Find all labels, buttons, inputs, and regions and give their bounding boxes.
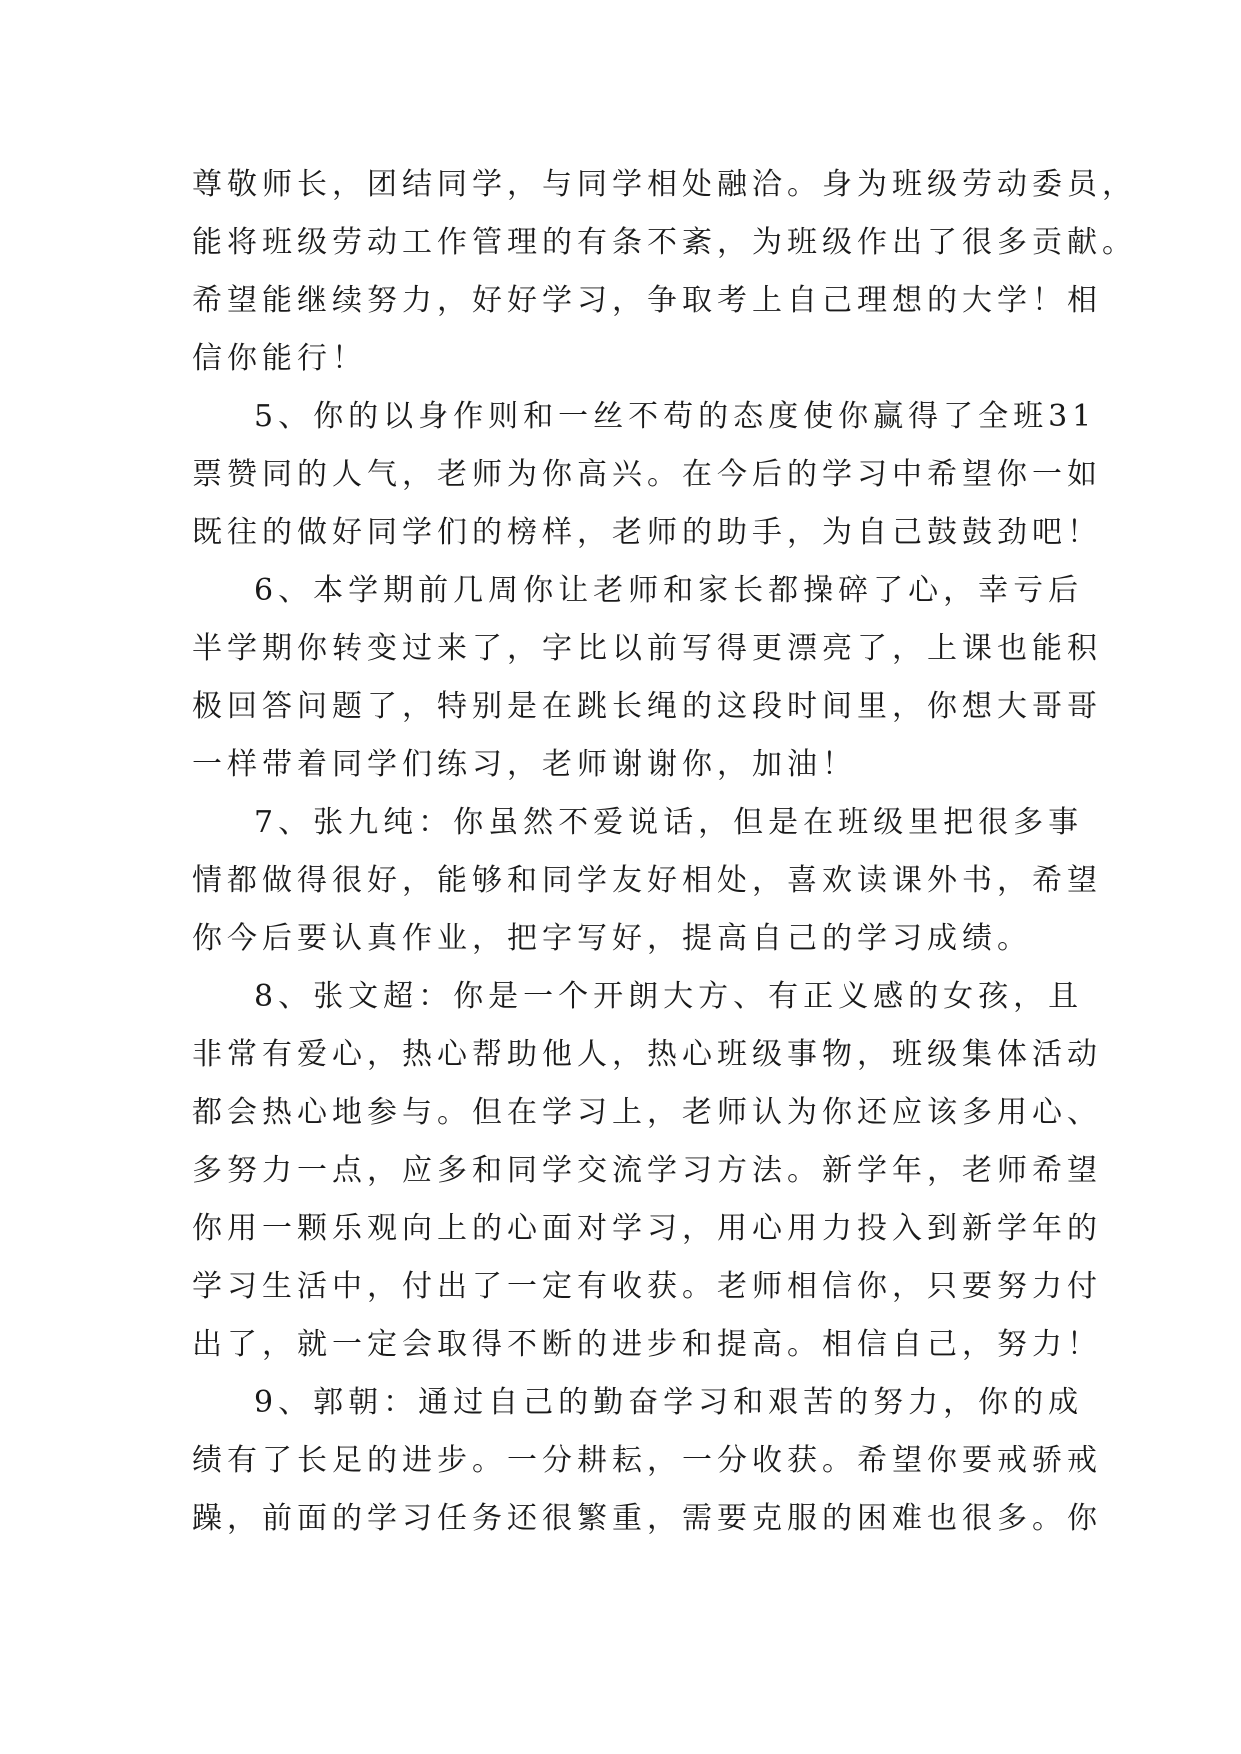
paragraph-first-line: 7、张九纯：你虽然不爱说话，但是在班级里把很多事 [254, 805, 1084, 840]
document-body [192, 156, 1137, 1548]
text-line: 都会热心地参与。但在学习上，老师认为你还应该多用心、 [192, 1095, 1102, 1130]
text-line: 多努力一点，应多和同学交流学习方法。新学年，老师希望 [192, 1153, 1102, 1188]
text-line: 绩有了长足的进步。一分耕耘，一分收获。希望你要戒骄戒 [192, 1443, 1102, 1478]
text-line: 尊敬师长，团结同学，与同学相处融洽。身为班级劳动委员， [192, 167, 1137, 202]
text-line: 情都做得很好，能够和同学友好相处，喜欢读课外书，希望 [192, 863, 1102, 898]
text-line: 极回答问题了，特别是在跳长绳的这段时间里，你想大哥哥 [192, 689, 1102, 724]
paragraph-first-line: 9、郭朝：通过自己的勤奋学习和艰苦的努力，你的成 [254, 1385, 1084, 1420]
text-line: 一样带着同学们练习，老师谢谢你，加油！ [192, 747, 857, 782]
text-line: 你今后要认真作业，把字写好，提高自己的学习成绩。 [192, 921, 1032, 956]
text-line: 票赞同的人气，老师为你高兴。在今后的学习中希望你一如 [192, 457, 1102, 492]
text-line: 能将班级劳动工作管理的有条不紊，为班级作出了很多贡献。 [192, 225, 1137, 260]
paragraph-first-line: 6、本学期前几周你让老师和家长都操碎了心，幸亏后 [254, 573, 1084, 608]
text-line: 躁，前面的学习任务还很繁重，需要克服的困难也很多。你 [192, 1501, 1102, 1536]
paragraph-first-line: 5、你的以身作则和一丝不苟的态度使你赢得了全班31 [254, 399, 1097, 434]
text-line: 非常有爱心，热心帮助他人，热心班级事物，班级集体活动 [192, 1037, 1102, 1072]
text-line: 信你能行！ [192, 341, 367, 376]
text-line: 你用一颗乐观向上的心面对学习，用心用力投入到新学年的 [192, 1211, 1102, 1246]
text-line: 半学期你转变过来了，字比以前写得更漂亮了，上课也能积 [192, 631, 1102, 666]
text-line: 学习生活中，付出了一定有收获。老师相信你，只要努力付 [192, 1269, 1102, 1304]
text-line: 既往的做好同学们的榜样，老师的助手，为自己鼓鼓劲吧！ [192, 515, 1102, 550]
text-line: 希望能继续努力，好好学习，争取考上自己理想的大学！相 [192, 283, 1102, 318]
paragraph-first-line: 8、张文超：你是一个开朗大方、有正义感的女孩，且 [254, 979, 1084, 1014]
text-line: 出了，就一定会取得不断的进步和提高。相信自己，努力！ [192, 1327, 1102, 1362]
